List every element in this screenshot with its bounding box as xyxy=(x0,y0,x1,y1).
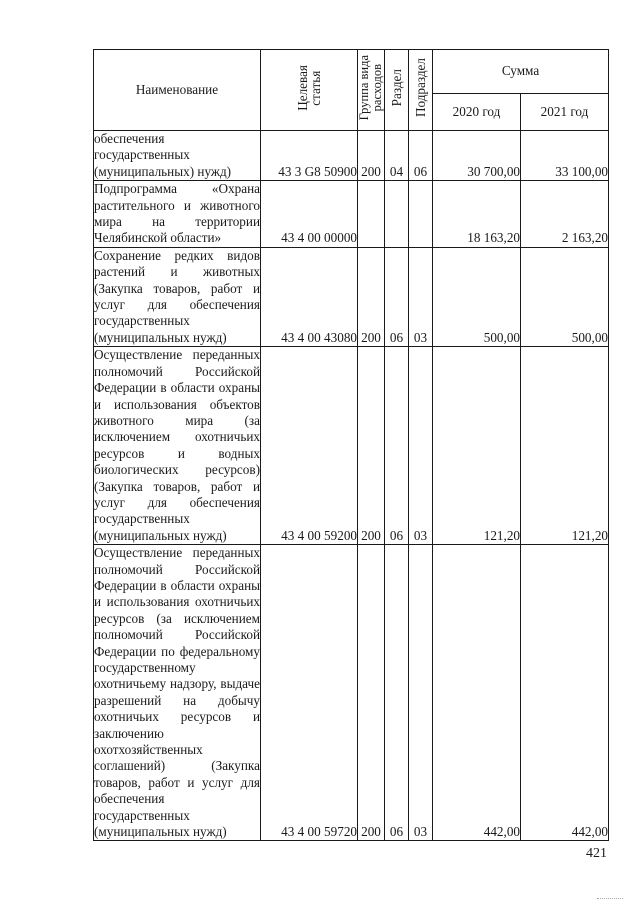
header-target-article: Целевая статья xyxy=(261,50,358,131)
cell-subsection: 03 xyxy=(409,247,433,346)
budget-table xyxy=(93,49,609,841)
header-year-2020: 2020 год xyxy=(433,94,521,131)
cell-section: 06 xyxy=(385,545,409,841)
header-expense-group: Группа вида расходов xyxy=(358,50,385,131)
cell-name: Сохранение редких видов растений и животных (Закупка товаров, работ и услуг для обеспечения государственных (муниципальных нужд) xyxy=(94,247,260,345)
cell-subsection: 06 xyxy=(409,131,433,181)
cell-sum-2021: 2 163,20 xyxy=(521,181,609,248)
cell-group xyxy=(358,181,385,248)
cell-code: 43 4 00 59200 xyxy=(261,347,358,545)
cell-name: обеспечения государственных (муниципальных) нужд) xyxy=(94,131,261,181)
cell-section xyxy=(385,181,409,248)
cell-sum-2020: 18 163,20 xyxy=(433,181,521,248)
table-row xyxy=(94,347,609,545)
cell-name: Осуществление переданных полномочий Российской Федерации в области охраны и использования объектов животного мира (за исключением охотничьих ресурсов и водных биологических ресурсов) (Закупка товаров, работ и услуг для обеспечения государственных (муниципальных нужд) xyxy=(94,347,260,543)
cell-code: 43 4 00 43080 xyxy=(261,247,358,346)
table-row xyxy=(94,247,609,346)
cell-group: 200 xyxy=(358,247,385,346)
cell-group: 200 xyxy=(358,131,385,181)
cell-subsection: 03 xyxy=(409,545,433,841)
header-section: Раздел xyxy=(385,50,409,131)
cell-group: 200 xyxy=(358,347,385,545)
table-row xyxy=(94,181,609,248)
cell-section: 04 xyxy=(385,131,409,181)
cell-name: Подпрограмма «Охрана растительного и животного мира на территории Челябинской области» xyxy=(94,181,260,246)
cell-group: 200 xyxy=(358,545,385,841)
scan-mark xyxy=(597,898,623,899)
cell-subsection xyxy=(409,181,433,248)
header-sum: Сумма xyxy=(433,50,609,94)
cell-section: 06 xyxy=(385,247,409,346)
cell-code: 43 4 00 59720 xyxy=(261,545,358,841)
header-year-2021: 2021 год xyxy=(521,94,609,131)
header-subsection: Подраздел xyxy=(409,50,433,131)
cell-code: 43 4 00 00000 xyxy=(261,181,358,248)
cell-sum-2021: 500,00 xyxy=(521,247,609,346)
page-number: 421 xyxy=(586,846,607,861)
cell-section: 06 xyxy=(385,347,409,545)
cell-sum-2021: 33 100,00 xyxy=(521,131,609,181)
cell-sum-2020: 500,00 xyxy=(433,247,521,346)
cell-sum-2020: 442,00 xyxy=(433,545,521,841)
header-name: Наименование xyxy=(94,50,261,131)
cell-name: Осуществление переданных полномочий Российской Федерации в области охраны и использования охотничьих ресурсов (за исключением полномочий Российской Федерации по федеральному государственному охотничьему надзору, выдаче разрешений на добычу охотничьих ресурсов и заключению охотхозяйственных соглашений) (Закупка товаров, работ и услуг для обеспечения государственных (муниципальных нужд) xyxy=(94,545,260,840)
table-row xyxy=(94,131,609,181)
cell-sum-2021: 121,20 xyxy=(521,347,609,545)
cell-sum-2021: 442,00 xyxy=(521,545,609,841)
cell-code: 43 3 G8 50900 xyxy=(261,131,358,181)
table-row xyxy=(94,545,609,841)
cell-subsection: 03 xyxy=(409,347,433,545)
cell-sum-2020: 121,20 xyxy=(433,347,521,545)
cell-sum-2020: 30 700,00 xyxy=(433,131,521,181)
